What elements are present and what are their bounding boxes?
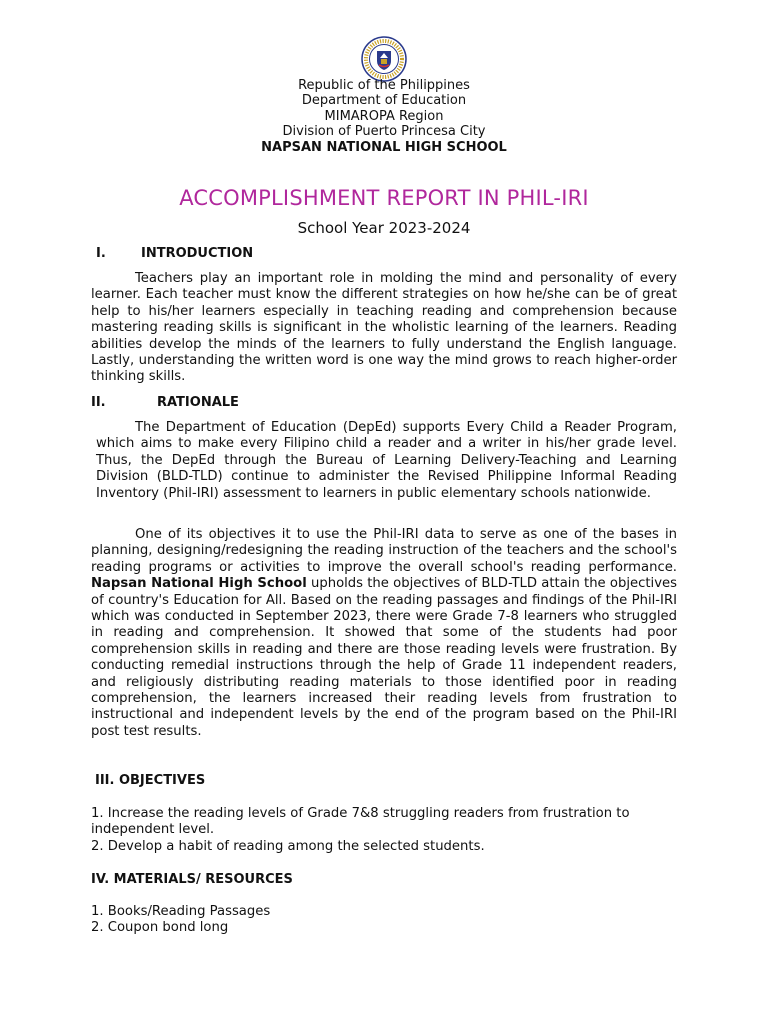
objectives-list (91, 806, 677, 855)
rationale-text-a: One of its objectives it to use the Phil-IRI data to serve as one of the bases in planning, designing/redesigning the reading instruction of the teachers and the school's reading programs or activities to improve the overall school's reading performance. (91, 527, 677, 575)
rationale-paragraph-2 (91, 527, 677, 740)
section-number: I. (96, 246, 106, 261)
header-department: Department of Education (301, 93, 467, 109)
materials-list (91, 904, 677, 937)
school-name-bold: Napsan National High School (91, 576, 307, 592)
list-item: 1. Books/Reading Passages (91, 904, 271, 919)
header-republic: Republic of the Philippines (298, 78, 470, 93)
section-materials-heading: IV. MATERIALS/ RESOURCES (91, 872, 293, 887)
header-school-name: NAPSAN NATIONAL HIGH SCHOOL (261, 139, 507, 155)
section-title: RATIONALE (157, 395, 239, 410)
section-title: INTRODUCTION (141, 246, 254, 261)
list-item: 2. Coupon bond long (91, 920, 229, 936)
header-region: MIMAROPA Region (324, 108, 444, 124)
section-introduction-heading (96, 246, 253, 262)
deped-seal-icon (359, 36, 409, 82)
school-year: School Year 2023-2024 (297, 219, 471, 237)
list-item: 1. Increase the reading levels of Grade 7&8 struggling readers from frustration to independent level. (91, 806, 630, 838)
rationale-paragraph-1-text: The Department of Education (DepEd) supports Every Child a Reader Program, which aims to make every Filipino child a reader and a writer in his/her grade level. Thus, the DepEd through the Bureau of Learning Delivery-Teaching and Learning Division (BLD-TLD) continue to administer the Revised Philippine Informal Reading Inventory (Phil-IRI) assessment to learners in public elementary schools nationwide. (96, 420, 677, 501)
introduction-paragraph: Teachers play an important role in molding the mind and personality of every learner. Each teacher must know the different strategies on how he/she can be of great help to his/her learners especially in teaching reading and comprehension because mastering reading skills is significant in the wholistic learning of the learners. Reading abilities develop the minds of the learners to fully understand the English language. Lastly, understanding the written word is one way the mind grows to reach higher-order thinking skills. (91, 271, 677, 385)
section-objectives-heading: III. OBJECTIVES (95, 773, 206, 788)
list-item: 2. Develop a habit of reading among the selected students. (91, 838, 485, 854)
letterhead (0, 78, 768, 155)
header-division: Division of Puerto Princesa City (282, 124, 486, 140)
rationale-text-b: upholds the objectives of BLD-TLD attain the objectives of country's Education for All. Based on the reading passages and findings of the Phil-IRI which was conducted in September 2023, there were Grade 7-8 learners who struggled in reading and comprehension. It showed that some of the students had poor comprehension skills in reading and there are those reading levels were frustration. By conducting remedial instructions through the help of Grade 11 independent readers, and religiously distributing reading materials to those identified poor in reading comprehension, the learners increased their reading levels from frustration to instructional and independent levels by the end of the program based on the Phil-IRI post test results. (91, 576, 677, 739)
rationale-paragraph-1 (96, 420, 677, 502)
section-rationale-heading (91, 395, 239, 411)
report-title: ACCOMPLISHMENT REPORT IN PHIL-IRI (179, 186, 589, 210)
section-number: II. (91, 395, 106, 410)
